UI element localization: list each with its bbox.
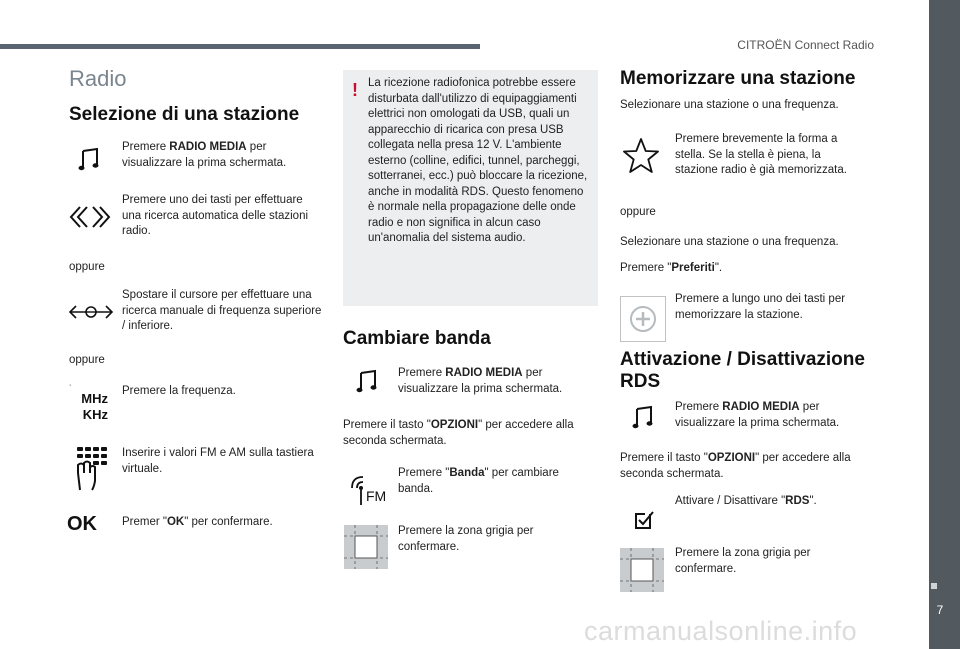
band-step-radio-media: Premere RADIO MEDIA per visualizzare la prima schermata. xyxy=(398,367,563,395)
section-heading-station-select: Selezione di una stazione xyxy=(69,104,300,125)
step-enter-frequency: Premere la frequenza. xyxy=(122,385,236,397)
mhz-label: MHz xyxy=(81,391,108,406)
favorite-slot-icon xyxy=(620,296,666,342)
band-step-select: Premere "Banda" per cambiare banda. xyxy=(398,467,559,495)
header-rule xyxy=(0,44,480,49)
band-step-options: Premere il tasto "OPZIONI" per accedere alla seconda schermata. xyxy=(343,419,574,447)
rds-step-confirm: Premere la zona grigia per confermare. xyxy=(675,547,811,575)
side-tab xyxy=(929,0,960,649)
warning-text: La ricezione radiofonica potrebbe essere disturbata dall'utilizzo di equipaggiamenti elettrici non omologati da USB, quali un apparecchio di ricarica con presa USB collegata nella presa 12 V. L'ambiente esterno (colline, edifici, tunnel, parcheggi, sotterranei, ecc.) può bloccare la ricezione, anche in modalità RDS. Questo fenomeno è normale nella propagazione delle onde radio e non significa in alcun caso un'anomalia del sistema audio. xyxy=(368,77,588,244)
step-auto-search: Premere uno dei tasti per effettuare una ricerca automatica delle stazioni radio. xyxy=(122,194,309,237)
store-long-press: Premere a lungo uno dei tasti per memorizzare la stazione. xyxy=(675,293,846,321)
store-select-station: Selezionare una stazione o una frequenza. xyxy=(620,99,839,111)
store-press-favorites: Premere "Preferiti". xyxy=(620,262,723,274)
oppure-label-1: oppure xyxy=(69,261,105,273)
music-note-icon xyxy=(74,144,104,174)
section-heading-rds xyxy=(620,349,880,393)
store-select-station-2: Selezionare una stazione o una frequenza. xyxy=(620,236,839,248)
band-step-confirm: Premere la zona grigia per confermare. xyxy=(398,525,534,553)
bullet-mark: ˙ xyxy=(69,384,73,395)
watermark: carmanualsonline.info xyxy=(584,616,858,646)
star-icon xyxy=(620,136,662,176)
step-manual-search: Spostare il cursore per effettuare una ricerca manuale di frequenza superiore / inferiore. xyxy=(122,289,322,332)
keypad-hand-icon xyxy=(72,443,108,491)
rds-step-options: Premere il tasto "OPZIONI" per accedere alla seconda schermata. xyxy=(620,452,851,480)
music-note-icon xyxy=(352,366,382,396)
seek-arrows-icon xyxy=(68,202,112,232)
khz-label: KHz xyxy=(82,407,108,422)
section-heading-store-station: Memorizzare una stazione xyxy=(620,68,856,89)
step-confirm-ok: Premer "OK" per confermare. xyxy=(122,516,273,528)
grey-zone-icon xyxy=(344,525,388,569)
rds-step-radio-media: Premere RADIO MEDIA per visualizzare la prima schermata. xyxy=(675,401,840,429)
header-brand: CITROËN Connect Radio xyxy=(737,38,874,52)
step-radio-media: Premere RADIO MEDIA per visualizzare la prima schermata. xyxy=(122,141,287,169)
rds-heading-line2: RDS xyxy=(620,371,661,392)
warning-exclamation-icon: ! xyxy=(352,80,358,100)
rds-heading-line1: Attivazione / Disattivazione xyxy=(620,349,865,370)
checkbox-checked-icon xyxy=(632,508,656,532)
ok-button-icon: OK xyxy=(67,513,97,535)
rds-step-toggle: Attivare / Disattivare "RDS". xyxy=(675,495,817,507)
page-marker xyxy=(931,583,937,589)
page-number: 7 xyxy=(936,603,944,617)
oppure-label-2: oppure xyxy=(69,354,105,366)
section-heading-change-band: Cambiare banda xyxy=(343,328,491,349)
store-star-instruction: Premere brevemente la forma a stella. Se la stella è piena, la stazione radio è già memorizzata. xyxy=(675,133,847,176)
page-title: Radio xyxy=(69,66,127,91)
step-virtual-keyboard: Inserire i valori FM e AM sulla tastiera virtuale. xyxy=(122,447,314,475)
fm-label: FM xyxy=(366,488,387,504)
frequency-units-icon xyxy=(74,391,108,423)
music-note-icon xyxy=(628,402,658,432)
grey-zone-icon xyxy=(620,548,664,592)
slider-cursor-icon xyxy=(68,298,114,326)
oppure-label-3: oppure xyxy=(620,206,656,218)
fm-band-icon xyxy=(346,472,390,508)
